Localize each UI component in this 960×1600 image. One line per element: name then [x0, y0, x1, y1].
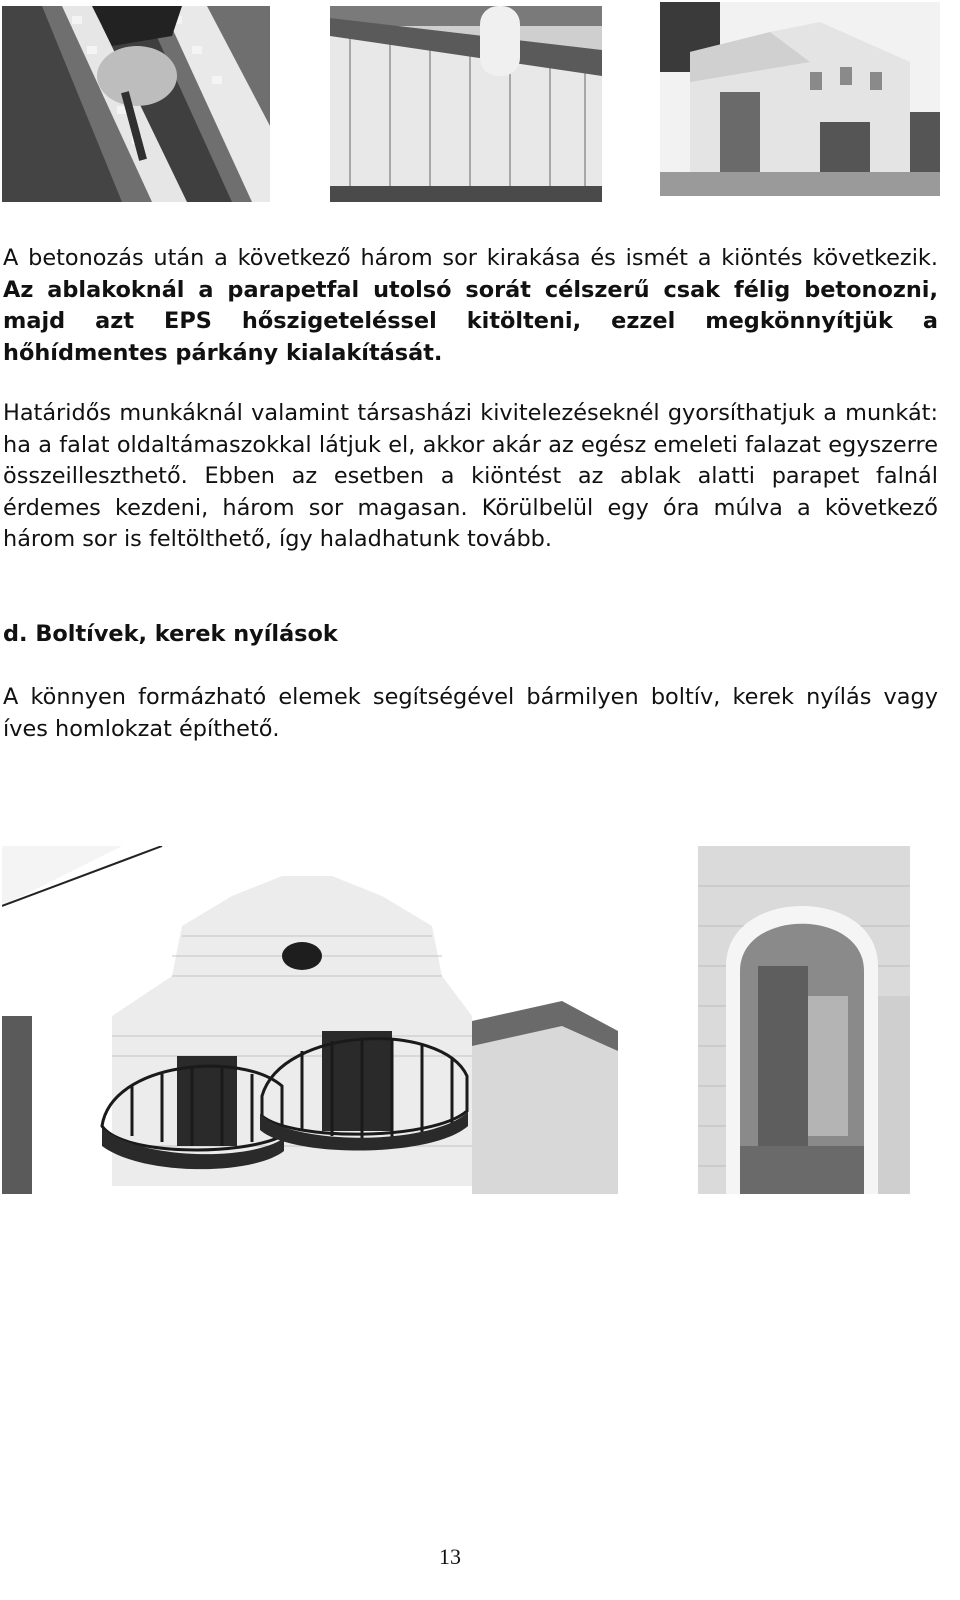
paragraph-1-normal-text: A betonozás után a következő három sor kirakása és ismét a kiöntés következik. — [3, 245, 938, 271]
paragraph-arches-description: A könnyen formázható elemek segítségével bármilyen boltív, kerek nyílás vagy íves homlokzat építhető. — [3, 684, 938, 742]
section-heading-arches: d. Boltívek, kerek nyílások — [3, 621, 338, 647]
photo-unfinished-house — [660, 2, 940, 196]
paragraph-concreting-sequence — [3, 243, 938, 369]
paragraph-1-bold-text: Az ablakoknál a parapetfal utolsó sorát célszerű csak félig betonozni, majd azt EPS hőszigeteléssel kitölteni, ezzel megkönnyítjük a hőhídmentes párkány kialakítását. — [3, 276, 938, 366]
paragraph-fast-construction: Határidős munkáknál valamint társasházi kivitelezéseknél gyorsíthatjuk a munkát: ha a falat oldaltámaszokkal látjuk el, akkor akár az egész emeleti falazat egyszerre összeilleszthető. Ebben az esetben a kiöntést az ablak alatti parapet falnál érdemes kezdeni, három sor magasan. Körülbelül egy óra múlva a következő három sor is feltölthető, így haladhatunk tovább. — [3, 400, 938, 553]
photo-arched-doorway — [698, 846, 910, 1194]
photo-building-with-balconies — [2, 846, 618, 1194]
page-number: 13 — [439, 1544, 461, 1569]
photo-worker-filling-blocks — [2, 6, 270, 202]
photo-wall-formwork — [330, 6, 602, 202]
